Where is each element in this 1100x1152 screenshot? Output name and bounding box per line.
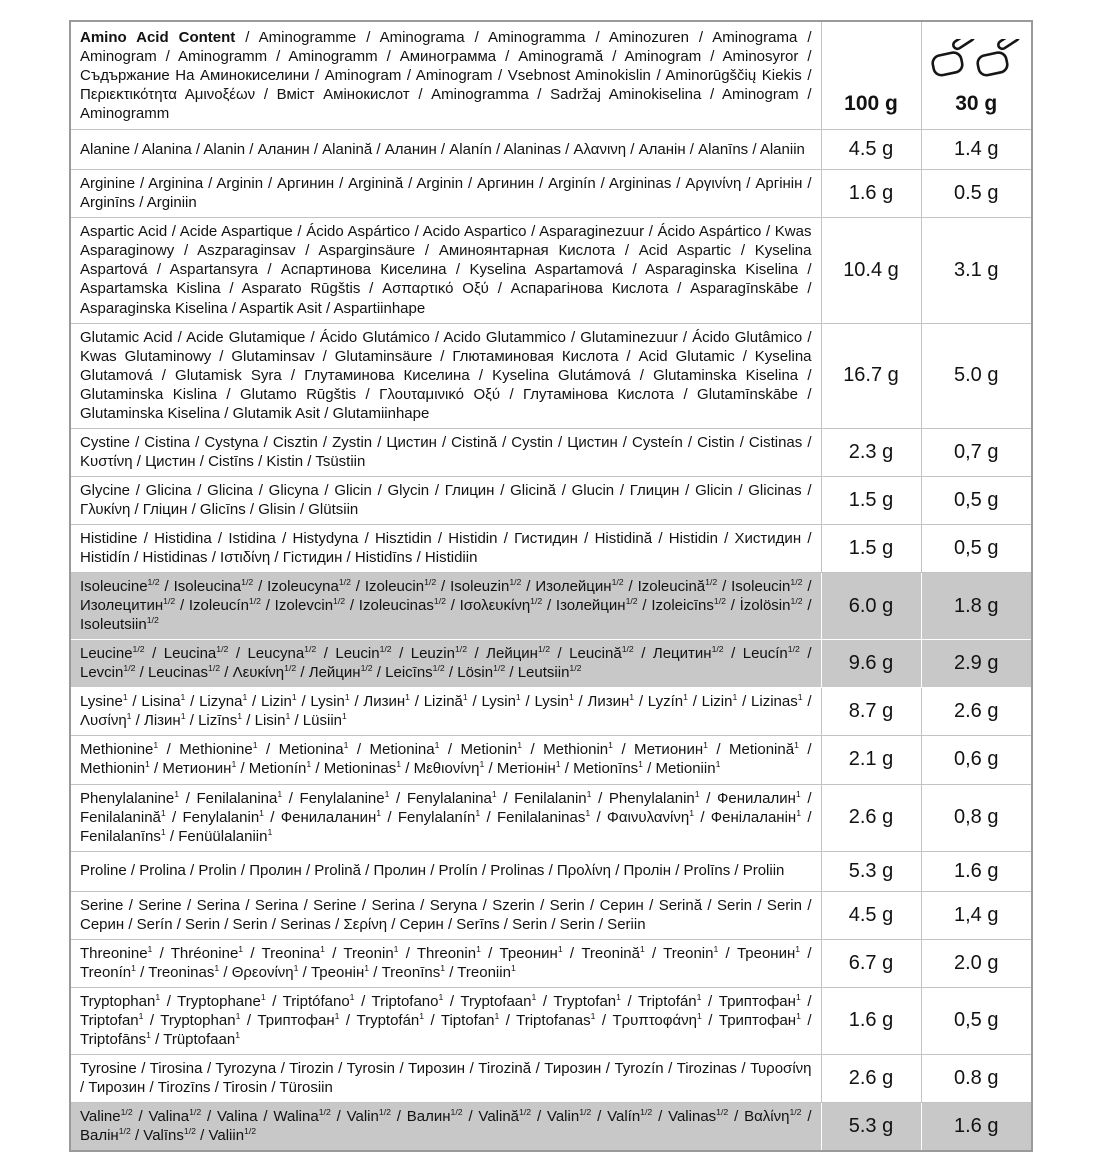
col-100g-header — [821, 21, 921, 130]
table-row — [70, 170, 1032, 218]
amino-acid-names: Serine / Serine / Serina / Serina / Serine / Serina / Seryna / Szerin / Serin / Серин / Serină / Serin / Serin / Серин / Serín / Serin / Serin / Serinas / Σερίνη / Серин / Serīns / Serin / Serin / Seriin — [70, 891, 821, 939]
value-per-100g: 9.6 g — [821, 640, 921, 688]
value-per-100g: 2.1 g — [821, 736, 921, 784]
value-per-30g: 2.9 g — [921, 640, 1032, 688]
value-per-100g: 6.0 g — [821, 573, 921, 640]
table-row — [70, 476, 1032, 524]
value-per-30g: 0.8 g — [921, 1054, 1032, 1102]
table-title-cell — [70, 21, 821, 130]
col-30g-label: 30 g — [955, 92, 998, 116]
value-per-30g: 5.0 g — [921, 323, 1032, 428]
value-per-30g: 0,5 g — [921, 987, 1032, 1054]
value-per-30g: 0,6 g — [921, 736, 1032, 784]
value-per-100g: 4.5 g — [821, 130, 921, 170]
value-per-30g: 2.0 g — [921, 939, 1032, 987]
value-per-30g: 0,7 g — [921, 428, 1032, 476]
value-per-100g: 5.3 g — [821, 851, 921, 891]
table-row — [70, 688, 1032, 736]
table-row — [70, 736, 1032, 784]
value-per-30g: 1,4 g — [921, 891, 1032, 939]
amino-acid-names: Threonine$^1$ / Thréonine$^1$ / Treonina$^1$ / Treonin$^1$ / Threonin$^1$ / Треонин$^1$ / Treonină$^1$ / Treonin$^1$ / Треонин$^1$ / Treonín$^1$ / Treoninas$^1$ / Θρεονίνη$^1$ / Треонін$^1$ / Treonīns$^1$ / Treoniin$^1$ — [70, 939, 821, 987]
table-row — [70, 851, 1032, 891]
scoop-icons — [930, 39, 1022, 85]
value-per-100g: 4.5 g — [821, 891, 921, 939]
table-title-translations: / Aminogramme / Aminograma / Aminogramma / Aminozuren / Aminograma / Aminogram / Aminogramm / Aminogramm / Аминограмма / Aminogramă / Aminogram / Aminosyror / Съдържание На Аминокиселини / Aminogram / Aminogram / Vsebnost Aminokislin / Aminorūgščių Kiekis / Περιεκτικότητα Αμινοξέων / Вміст Амінокислот / Aminogramma / Sadržaj Aminokiselina / Aminogram / Aminogramm — [80, 29, 812, 123]
table-body — [70, 130, 1032, 1151]
table-row — [70, 939, 1032, 987]
amino-acid-names: Tryptophan$^1$ / Tryptophane$^1$ / Triptófano$^1$ / Triptofano$^1$ / Tryptofaan$^1$ / Tryptofan$^1$ / Triptofán$^1$ / Триптофан$^1$ / Triptofan$^1$ / Tryptophan$^1$ / Триптофан$^1$ / Tryptofán$^1$ / Tiptofan$^1$ / Triptofanas$^1$ / Τρυπτοφάνη$^1$ / Триптофан$^1$ / Triptofāns$^1$ / Trüptofaan$^1$ — [70, 987, 821, 1054]
col-30g-header — [921, 21, 1032, 130]
table-row — [70, 640, 1032, 688]
value-per-30g: 0,8 g — [921, 784, 1032, 851]
value-per-100g: 2.6 g — [821, 1054, 921, 1102]
value-per-30g: 2.6 g — [921, 688, 1032, 736]
table-row — [70, 428, 1032, 476]
amino-acid-names: Arginine / Arginina / Arginin / Аргинин / Arginină / Arginin / Аргинин / Arginín / Argininas / Αργινίνη / Аргінін / Arginīns / Arginiin — [70, 170, 821, 218]
table-row — [70, 891, 1032, 939]
amino-acid-names: Lysine$^1$ / Lisina$^1$ / Lizyna$^1$ / Lizin$^1$ / Lysin$^1$ / Лизин$^1$ / Lizină$^1$ / Lysin$^1$ / Lysin$^1$ / Лизин$^1$ / Lyzín$^1$ / Lizin$^1$ / Lizinas$^1$ / Λυσίνη$^1$ / Лізин$^1$ / Lizīns$^1$ / Lisin$^1$ / Lüsiin$^1$ — [70, 688, 821, 736]
table-row — [70, 218, 1032, 323]
value-per-30g: 0,5 g — [921, 524, 1032, 572]
amino-acid-names: Tyrosine / Tirosina / Tyrozyna / Tirozin / Tyrosin / Тирозин / Tirozină / Тирозин / Tyrozín / Tirozinas / Τυροσίνη / Тирозин / Tirozīns / Tirosin / Türosiin — [70, 1054, 821, 1102]
value-per-100g: 16.7 g — [821, 323, 921, 428]
amino-acid-names: Aspartic Acid / Acide Aspartique / Ácido Aspártico / Acido Aspartico / Asparaginezuur / Ácido Aspártico / Kwas Asparaginowy / Aszparaginsav / Asparginsäure / Аминоянтарная Кислота / Acid Aspartic / Kyselina Aspartová / Aspartansyra / Аспартинова Киселина / Kyselina Aspartamová / Asparaginska Kiselina / Aspartamska Kislina / Asparato Rūgštis / Ασπαρτικό Οξύ / Аспарагінова Кислота / Asparagīnskābe / Asparaginska Kiselina / Aspartik Asit / Aspartiinhape — [70, 218, 821, 323]
col-100g-label: 100 g — [844, 92, 898, 116]
value-per-30g: 1.6 g — [921, 1103, 1032, 1152]
table-row — [70, 784, 1032, 851]
value-per-30g: 0.5 g — [921, 170, 1032, 218]
value-per-100g: 5.3 g — [821, 1103, 921, 1152]
value-per-100g: 1.6 g — [821, 170, 921, 218]
value-per-30g: 0,5 g — [921, 476, 1032, 524]
amino-acid-names: Valine$^{1/2}$ / Valina$^{1/2}$ / Valina / Walina$^{1/2}$ / Valin$^{1/2}$ / Валин$^{1/2}$ / Valină$^{1/2}$ / Valin$^{1/2}$ / Valín$^{1/2}$ / Valinas$^{1/2}$ / Βαλίνη$^{1/2}$ / Валін$^{1/2}$ / Valīns$^{1/2}$ / Valiin$^{1/2}$ — [70, 1103, 821, 1152]
value-per-30g: 1.4 g — [921, 130, 1032, 170]
table-row — [70, 573, 1032, 640]
amino-acid-names: Glycine / Glicina / Glicina / Glicyna / Glicin / Glycin / Глицин / Glicină / Glucin / Глицин / Glicin / Glicinas / Γλυκίνη / Гліцин / Glicīns / Glisin / Glütsiin — [70, 476, 821, 524]
value-per-100g: 6.7 g — [821, 939, 921, 987]
amino-acid-names: Proline / Prolina / Prolin / Пролин / Prolină / Пролин / Prolín / Prolinas / Προλίνη / Пролін / Prolīns / Proliin — [70, 851, 821, 891]
value-per-100g: 2.3 g — [821, 428, 921, 476]
value-per-100g: 1.5 g — [821, 476, 921, 524]
value-per-100g: 1.5 g — [821, 524, 921, 572]
table-row — [70, 524, 1032, 572]
amino-acid-table — [69, 20, 1033, 1152]
amino-acid-names: Leucine$^{1/2}$ / Leucina$^{1/2}$ / Leucyna$^{1/2}$ / Leucin$^{1/2}$ / Leuzin$^{1/2}$ / Лейцин$^{1/2}$ / Leucină$^{1/2}$ / Лецитин$^{1/2}$ / Leucín$^{1/2}$ / Levcin$^{1/2}$ / Leucinas$^{1/2}$ / Λευκίνη$^{1/2}$ / Лейцин$^{1/2}$ / Leicīns$^{1/2}$ / Lösin$^{1/2}$ / Leutsiin$^{1/2}$ — [70, 640, 821, 688]
value-per-100g: 10.4 g — [821, 218, 921, 323]
table-row — [70, 987, 1032, 1054]
table-row — [70, 323, 1032, 428]
table-row — [70, 1054, 1032, 1102]
table-row — [70, 1103, 1032, 1152]
table-title: Amino Acid Content — [80, 29, 236, 46]
amino-acid-names: Isoleucine$^{1/2}$ / Isoleucina$^{1/2}$ / Izoleucyna$^{1/2}$ / Izoleucin$^{1/2}$ / Isoleuzin$^{1/2}$ / Изолейцин$^{1/2}$ / Izoleucină$^{1/2}$ / Isoleucin$^{1/2}$ / Изолецитин$^{1/2}$ / Izoleucín$^{1/2}$ / Izolevcin$^{1/2}$ / Izoleucinas$^{1/2}$ / Ισολευκίνη$^{1/2}$ / Ізолейцин$^{1/2}$ / Izoleicīns$^{1/2}$ / İzolösin$^{1/2}$ / Isoleutsiin$^{1/2}$ — [70, 573, 821, 640]
value-per-30g: 1.6 g — [921, 851, 1032, 891]
table-row — [70, 130, 1032, 170]
value-per-30g: 3.1 g — [921, 218, 1032, 323]
amino-acid-names: Methionine$^1$ / Methionine$^1$ / Metionina$^1$ / Metionina$^1$ / Metionin$^1$ / Methionin$^1$ / Метионин$^1$ / Metionină$^1$ / Methionin$^1$ / Метионин$^1$ / Metionín$^1$ / Metioninas$^1$ / Μεθιονίνη$^1$ / Метіонін$^1$ / Metionīns$^1$ / Metioniin$^1$ — [70, 736, 821, 784]
amino-acid-names: Histidine / Histidina / Istidina / Histydyna / Hisztidin / Histidin / Гистидин / Histidină / Histidin / Хистидин / Histidín / Histidinas / Ιστιδίνη / Гістидин / Histidīns / Histidiin — [70, 524, 821, 572]
amino-acid-names: Phenylalanine$^1$ / Fenilalanina$^1$ / Fenylalanine$^1$ / Fenylalanina$^1$ / Fenilalanin$^1$ / Phenylalanin$^1$ / Фенилалин$^1$ / Fenilalanină$^1$ / Fenylalanin$^1$ / Фенилаланин$^1$ / Fenylalanín$^1$ / Fenilalaninas$^1$ / Φαινυλανίνη$^1$ / Фенілаланін$^1$ / Fenilalanīns$^1$ / Fenüülalaniin$^1$ — [70, 784, 821, 851]
value-per-100g: 1.6 g — [821, 987, 921, 1054]
value-per-30g: 1.8 g — [921, 573, 1032, 640]
amino-acid-names: Cystine / Cistina / Cystyna / Cisztin / Zystin / Цистин / Cistină / Cystin / Цистин / Cysteín / Cistin / Cistinas / Κυστίνη / Цистин / Cistīns / Kistin / Tsüstiin — [70, 428, 821, 476]
amino-acid-table-wrap — [69, 20, 1031, 1152]
amino-acid-names: Alanine / Alanina / Alanin / Аланин / Alanină / Аланин / Alanín / Alaninas / Αλανινη / Аланін / Alanīns / Alaniin — [70, 130, 821, 170]
value-per-100g: 8.7 g — [821, 688, 921, 736]
amino-acid-names: Glutamic Acid / Acide Glutamique / Ácido Glutámico / Acido Glutammico / Glutaminezuur / Ácido Glutâmico / Kwas Glutaminowy / Glutaminsav / Glutaminsäure / Глютаминовая Кислота / Acid Glutamic / Kyselina Glutamová / Glutamisk Syra / Глутаминова Киселина / Kyselina Glutámová / Glutaminska Kiselina / Glutaminska Kislina / Glutamo Rūgštis / Γλουταμινικό Οξύ / Глутамінова Кислота / Glutamīnskābe / Glutaminska Kiselina / Glutamik Asit / Glutamiinhape — [70, 323, 821, 428]
value-per-100g: 2.6 g — [821, 784, 921, 851]
header-row — [70, 21, 1032, 130]
